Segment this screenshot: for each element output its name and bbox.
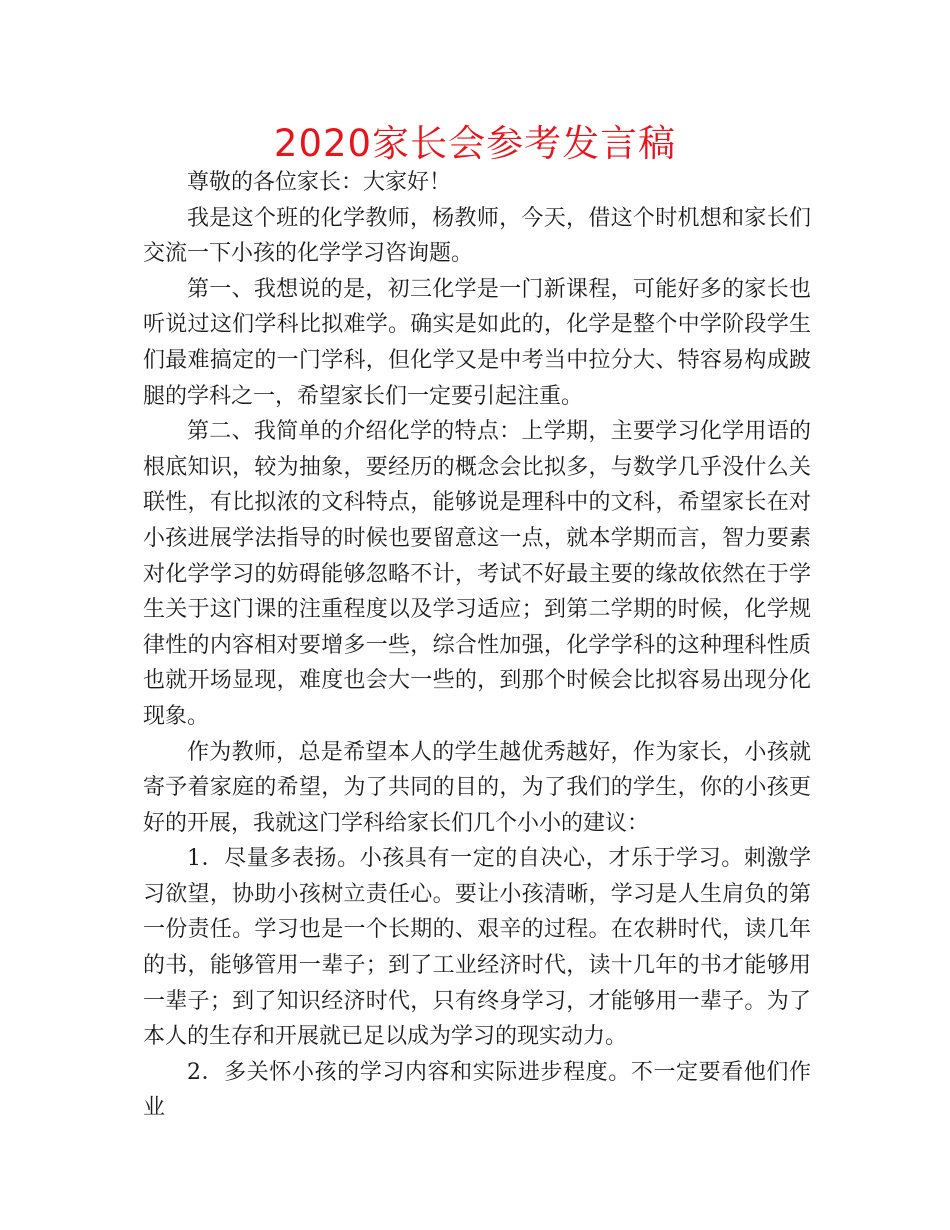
point-two-paragraph: 第二、我简单的介绍化学的特点：上学期，主要学习化学用语的根底知识，较为抽象，要经历的概念会比拟多，与数学几乎没什么关联性，有比拟浓的文科特点，能够说是理科中的文科，希望家长在对小孩进展学法指导的时候也要留意这一点，就本学期而言，智力要素对化学学习的妨碍能够忽略不计，考试不好最主要的缘故依然在于学生关于这门课的注重程度以及学习适应；到第二学期的时候，化学规律性的内容相对要增多一些，综合性加强，化学学科的这种理科性质也就开场显现，难度也会大一些的，到那个时候会比拟容易出现分化现象。: [143, 419, 811, 729]
document-title: 2020家长会参考发言稿: [273, 122, 677, 165]
document-body: [143, 165, 811, 1126]
greeting-paragraph: 尊敬的各位家长：大家好！: [187, 170, 452, 195]
suggestions-intro-paragraph: 作为教师，总是希望本人的学生越优秀越好，作为家长，小孩就寄予着家庭的希望，为了共同的目的，为了我们的学生，你的小孩更好的开展，我就这门学科给家长们几个小小的建议：: [143, 739, 811, 836]
suggestion-one-paragraph: 1．尽量多表扬。小孩具有一定的自决心，才乐于学习。刺激学习欲望，协助小孩树立责任心。要让小孩清晰，学习是人生肩负的第一份责任。学习也是一个长期的、艰辛的过程。在农耕时代，读几年的书，能够管用一辈子；到了工业经济时代，读十几年的书才能够用一辈子；到了知识经济时代，只有终身学习，才能够用一辈子。为了本人的生存和开展就已足以成为学习的现实动力。: [143, 846, 811, 1050]
point-one-paragraph: 第一、我想说的是，初三化学是一门新课程，可能好多的家长也听说过这们学科比拟难学。确实是如此的，化学是整个中学阶段学生们最难搞定的一门学科，但化学又是中考当中拉分大、特容易构成跛腿的学科之一，希望家长们一定要引起注重。: [143, 276, 811, 409]
intro-paragraph: 我是这个班的化学教师，杨教师，今天，借这个时机想和家长们交流一下小孩的化学学习咨询题。: [143, 205, 811, 267]
suggestion-two-paragraph: 2．多关怀小孩的学习内容和实际进步程度。不一定要看他们作业: [143, 1059, 811, 1121]
